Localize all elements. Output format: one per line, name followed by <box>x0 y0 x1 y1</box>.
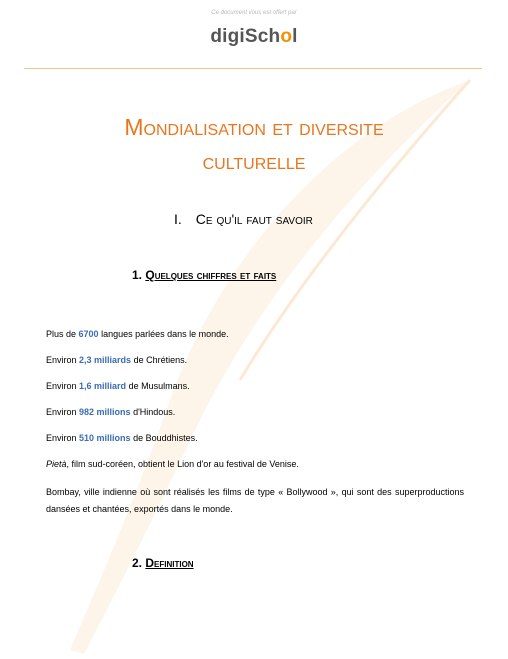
fact-christians: Environ 2,3 milliards de Chrétiens. <box>46 355 188 365</box>
fact-bombay: Bombay, ville indienne où sont réalisés les films de type « Bollywood », qui sont des superproductions dansées et chantées, exportés dans le monde. <box>46 487 464 514</box>
offer-text: Ce document vous est offert par <box>211 10 297 16</box>
header-divider <box>24 68 482 69</box>
section-heading: I. Ce qu'il faut savoir <box>174 211 313 227</box>
subsection-1-heading: 1. Quelques chiffres et faits <box>132 268 277 282</box>
fact-hindus: Environ 982 millions d'Hindous. <box>46 407 176 417</box>
digischool-logo: digiSchol <box>210 26 298 47</box>
fact-buddhists: Environ 510 millions de Bouddhistes. <box>46 433 198 443</box>
title-line-2: culturelle <box>202 148 306 174</box>
document-title <box>0 110 508 178</box>
fact-languages: Plus de 6700 langues parlées dans le monde. <box>46 329 229 339</box>
fact-muslims: Environ 1,6 milliard de Musulmans. <box>46 381 190 391</box>
title-line-1: Mondialisation et diversite <box>124 114 384 140</box>
fact-pieta: Pietà, film sud-coréen, obtient le Lion d'or au festival de Venise. <box>46 459 299 469</box>
subsection-2-heading: 2. Definition <box>132 556 194 570</box>
